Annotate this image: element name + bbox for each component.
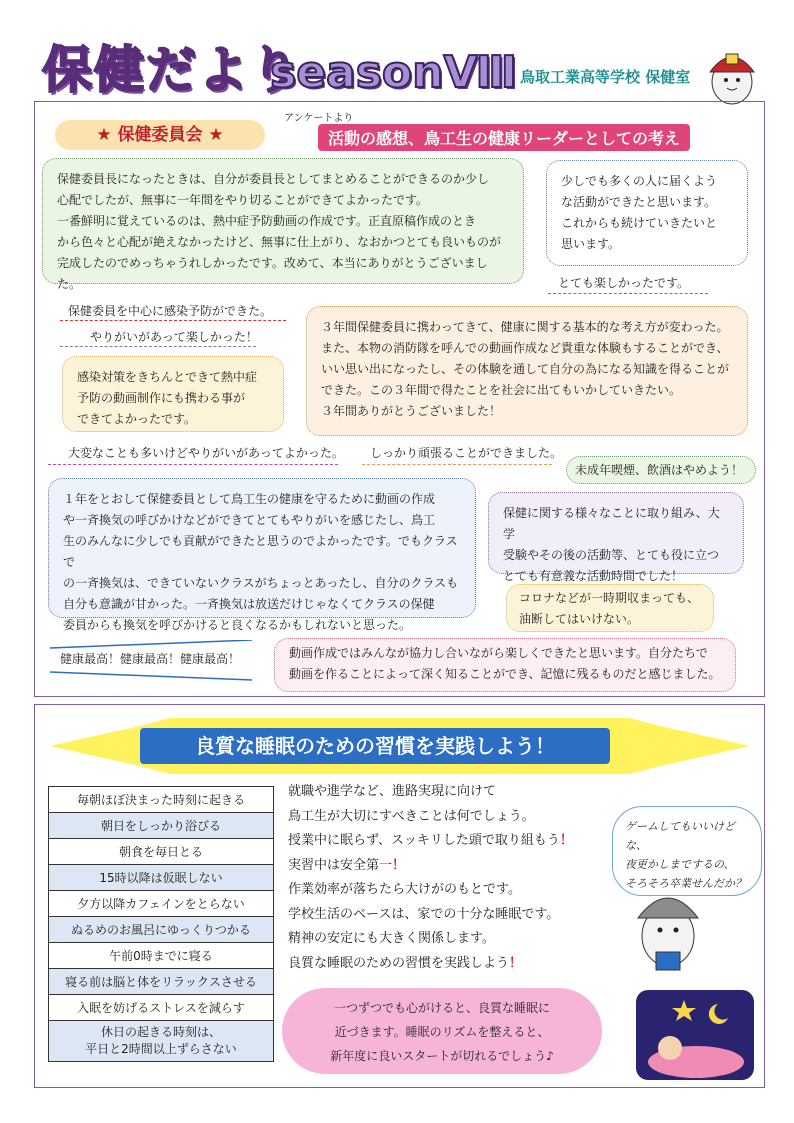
habit-cell: 朝日をしっかり浴びる [49,813,274,839]
body-line: 精神の安定にも大きく関係します。 [288,931,495,946]
comment-line: とても有意義な活動時間でした！ [503,569,684,583]
comment-line: ３年間ありがとうございました！ [321,404,502,418]
body-line: 就職や進学など、進路実現に向けて [288,784,497,799]
comment-line: や一斉換気の呼びかけなどができてとてもやりがいを感じたし、鳥工 [63,513,436,527]
habit-cell: 朝食を毎日とる [49,839,274,865]
comment-line: できてよかったです。 [77,412,197,426]
habit-cell: 15時以降は仮眠しない [49,865,274,891]
firefighter-mascot-icon [700,42,762,108]
sleep-banner-title: 良質な睡眠のための習慣を実践しよう！ [140,728,610,764]
comment-text: 保健委員を中心に感染予防ができた。 [68,304,273,318]
comment-text: 健康最高！健康最高！健康最高！ [60,652,241,666]
comment-line: 思います。 [561,237,621,251]
comment-text: やりがいがあって楽しかった！ [90,330,258,344]
comment-line: 動画作成ではみんなが協力し合いながら楽しくできたと思います。自分たちで [289,646,708,660]
firefighter-mascot-icon [626,880,710,976]
comment-line: 少しでも多くの人に届くよう [561,174,718,188]
comment-line: また、本物の消防隊を呼んでの動画作成など貴重な体験もすることができ、 [321,341,729,355]
comment-line: 保健委員長になったときは、自分が委員長としてまとめることができるのか少し [57,172,490,186]
comment-bubble [488,492,744,583]
habit-cell: 入眠を妨げるストレスを減らす [49,995,274,1021]
comment-line: 委員からも換気を呼びかけると良くなるかもしれないと思った。 [63,618,412,632]
body-line: 良質な睡眠のための習慣を実践しよう！ [288,955,523,971]
comment-line: 動画を作ることによって深く知ることができ、記憶に残るものだと感じました。 [289,667,721,681]
comment-line: 未成年喫煙、飲酒はやめよう！ [575,463,744,477]
body-line: 授業中に眠らず、スッキリした頭で取り組もう！ [288,833,573,848]
speech-line: ゲームしてもいいけどな、 [625,820,735,852]
cloud-line: 新年度に良いスタートが切れるでしょう♪ [330,1049,554,1063]
comment-bubble [274,638,736,692]
habit-cell: 毎朝ほぼ決まった時刻に起きる [49,787,274,813]
comment-bubble [506,584,714,632]
comment-line: 感染対策をきちんとできて熱中症 [77,370,258,384]
body-line: 学校生活のベースは、家での十分な睡眠です。 [288,906,560,922]
comment-line: の一斉換気は、できていないクラスがちょっとあったし、自分のクラスも [63,576,459,590]
comment-line: 一番鮮明に覚えているのは、熱中症予防動画の作成です。正直原稿作成のとき [57,214,477,228]
comment-line: から色々と心配が絶えなかったけど、無事に仕上がり、なおかつとても良いものが [57,235,502,249]
comment-line: いい思い出になったし、その体験を通して自分の為になる知識を得ることが [321,362,730,376]
speech-line: そろそろ卒業せんだか？ [625,877,746,890]
divider [60,346,256,347]
divider [362,464,552,465]
habit-cell: ぬるめのお風呂にゆっくりつかる [49,917,274,943]
comment-line: 心配でしたが、無事に一年間をやり切ることができてよかったです。 [57,193,429,207]
comment-line: 自分も意識が甘かった。一斉換気は放送だけじゃなくてクラスの保健 [63,597,435,611]
habit-cell: 夕方以降カフェインをとらない [49,891,274,917]
comment-line: 保健に関する様々なことに取り組み、大学 [503,506,720,541]
habit-cell: 午前0時までに寝る [49,943,274,969]
survey-caption: アンケートより [284,113,354,124]
divider [60,320,286,321]
season-label: seasonⅧ [270,47,518,98]
newsletter-title: 保健だより [42,41,302,99]
comment-line: １年をとおして保健委員として鳥工生の健康を守るために動画の作成 [63,492,436,506]
speech-line: 夜更かしまでするの、 [625,858,735,871]
comment-line: これからも続けていきたいと [561,216,718,230]
comment-line: できた。この３年間で得たことを社会に出てもいかしていきたい。 [321,383,682,397]
school-name: 鳥取工業高等学校 保健室 [520,68,691,86]
comment-bubble [48,478,476,632]
comment-line: 生のみんなに少しでも貢献ができたと思うのでよかったです。でもクラスで [63,534,458,569]
comment-line: な活動ができたと思います。 [561,195,717,209]
comment-text: 大変なことも多いけどやりがいがあってよかった。 [68,446,344,460]
comment-bubble [62,356,284,432]
habit-cell: 寝る前は脳と体をリラックスさせる [49,969,274,995]
comment-line: ３年間保健委員に携わってきて、健康に関する基本的な考え方が変わった。 [321,320,729,334]
comment-line: 予防の動画制作にも携わる事が [77,391,246,405]
cloud-line: 近づきます。睡眠のリズムを整えると、 [334,1025,550,1039]
comment-line: 油断してはいけない。 [519,612,640,626]
habit-cell: 休日の起きる時刻は、 平日と2時間以上ずらさない [49,1021,274,1062]
committee-title: ★ 保健委員会 ★ [55,120,265,150]
sleeping-child-icon [636,990,754,1080]
comment-text: しっかり頑張ることができました。 [370,446,563,460]
divider [548,293,708,294]
comment-bubble [42,158,524,291]
sleep-habits-table [48,786,274,1062]
comment-line: コロナなどが一時期収まっても、 [519,591,700,605]
comment-bubble [546,160,748,266]
comment-line: 完成したのでめっちゃうれしかったです。改めて、本当にありがとうございました。 [57,256,488,291]
comment-bubble [566,456,756,484]
body-line: 鳥工生が大切にすべきことは何でしょう。 [288,808,535,824]
comment-line: 受験やその後の活動等、とても役に立つ [503,548,720,562]
comment-bubble [306,306,748,436]
body-line: 実習中は安全第一！ [288,857,406,873]
cloud-line: 一つずつでも心がけると、良質な睡眠に [333,1001,550,1015]
divider [48,464,338,465]
sleep-body-text [288,780,573,976]
body-line: 作業効率が落ちたら大けがのもとです。 [288,882,521,897]
comment-text: とても楽しかったです。 [558,276,690,290]
sleep-tip-cloud [282,988,602,1074]
survey-heading: 活動の感想、鳥工生の健康リーダーとしての考え [318,124,690,151]
